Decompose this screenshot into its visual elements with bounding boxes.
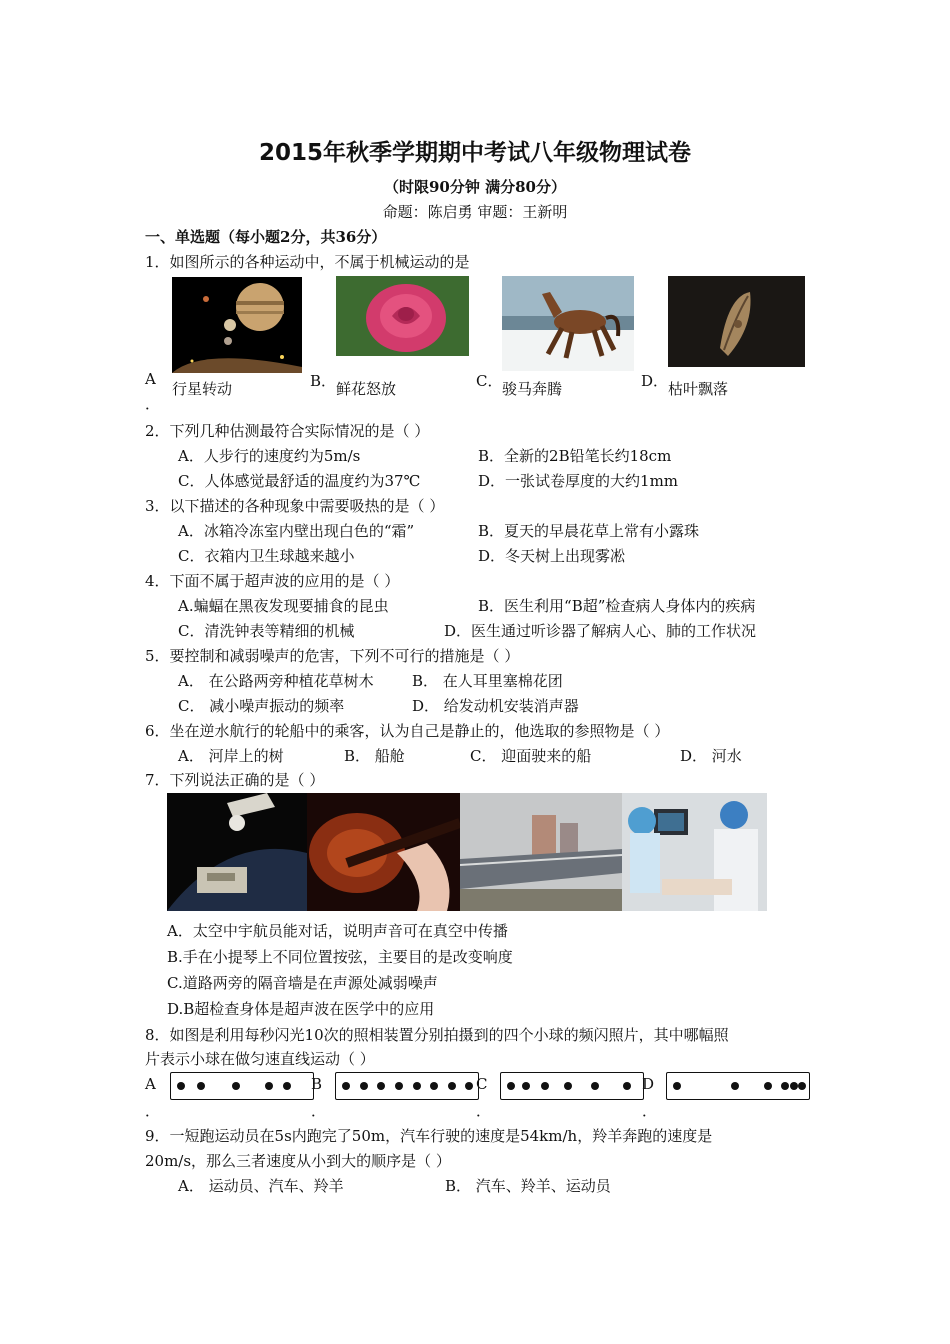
q7-option-d: D.B超检查身体是超声波在医学中的应用 <box>167 1000 435 1018</box>
section-heading: 一、单选题（每小题2分，共36分） <box>145 228 387 246</box>
q8-ball-dot <box>342 1082 350 1090</box>
q8-ball-dot <box>430 1082 438 1090</box>
q1-option-d-caption: 枯叶飘落 <box>668 380 729 398</box>
q8-film-d <box>666 1072 810 1100</box>
q4-stem: 4．下面不属于超声波的应用的是（ ） <box>145 572 400 590</box>
q8-ball-dot <box>465 1082 473 1090</box>
q8-ball-dot <box>522 1082 530 1090</box>
q2-option-c: C．人体感觉最舒适的温度约为37℃ <box>178 472 421 490</box>
q5-option-a: A． 在公路两旁种植花草树木 <box>178 672 374 690</box>
q9-option-b: B． 汽车、羚羊、运动员 <box>445 1177 611 1195</box>
q1-option-a-caption: 行星转动 <box>172 380 233 398</box>
q6-stem: 6．坐在逆水航行的轮船中的乘客，认为自己是静止的，他选取的参照物是（ ） <box>145 722 670 740</box>
q8-film-a <box>170 1072 314 1100</box>
q1-option-c-letter: C． <box>476 372 503 390</box>
q1-option-a-dot: ． <box>145 395 161 413</box>
q8-ball-dot <box>395 1082 403 1090</box>
q8-ball-dot <box>197 1082 205 1090</box>
q8-ball-dot <box>623 1082 631 1090</box>
leaf-photo <box>668 276 805 367</box>
exam-time-limit: （时限90分钟 满分80分） <box>384 178 566 196</box>
q8-film-b-letter: B <box>311 1075 323 1093</box>
q8-ball-dot <box>265 1082 273 1090</box>
q8-film-b <box>335 1072 479 1100</box>
q7-option-c: C.道路两旁的隔音墙是在声源处减弱噪声 <box>167 974 438 992</box>
q8-stem-line1: 8．如图是利用每秒闪光10次的照相装置分别拍摄到的四个小球的频闪照片，其中哪幅照 <box>145 1026 729 1044</box>
exam-authors: 命题：陈启勇 审题：王新明 <box>382 203 568 221</box>
q8-ball-dot <box>591 1082 599 1090</box>
q6-option-b: B． 船舱 <box>344 747 405 765</box>
q3-option-c: C．衣箱内卫生球越来越小 <box>178 547 355 565</box>
q8-ball-dot <box>448 1082 456 1090</box>
q1-option-c-caption: 骏马奔腾 <box>502 380 563 398</box>
q6-option-c: C． 迎面驶来的船 <box>470 747 592 765</box>
q5-option-b: B． 在人耳里塞棉花团 <box>412 672 563 690</box>
q7-option-a: A．太空中宇航员能对话，说明声音可在真空中传播 <box>167 922 508 940</box>
q8-film-c <box>500 1072 644 1100</box>
q9-stem-line1: 9．一短跑运动员在5s内跑完了50m，汽车行驶的速度是54km/h，羚羊奔跑的速度是 <box>145 1127 713 1145</box>
q3-option-a: A．冰箱冷冻室内壁出现白色的“霜” <box>178 522 415 540</box>
ultrasound-photo <box>622 793 767 911</box>
q5-option-c: C． 减小噪声振动的频率 <box>178 697 345 715</box>
q4-option-b: B．医生利用“B超”检查病人身体内的疾病 <box>478 597 756 615</box>
q3-option-d: D．冬天树上出现雾凇 <box>478 547 626 565</box>
q4-option-c: C．清洗钟表等精细的机械 <box>178 622 355 640</box>
q8-ball-dot <box>673 1082 681 1090</box>
q1-option-a-letter: A <box>145 370 156 388</box>
q4-option-d: D．医生通过听诊器了解病人心、肺的工作状况 <box>444 622 757 640</box>
q8-ball-dot <box>781 1082 789 1090</box>
q8-ball-dot <box>177 1082 185 1090</box>
q8-ball-dot <box>360 1082 368 1090</box>
q8-film-c-dot: ． <box>476 1102 492 1120</box>
q8-ball-dot <box>413 1082 421 1090</box>
q8-ball-dot <box>564 1082 572 1090</box>
q8-ball-dot <box>764 1082 772 1090</box>
q2-option-a: A．人步行的速度约为5m/s <box>178 447 361 465</box>
exam-title: 2015年秋季学期期中考试八年级物理试卷 <box>258 140 691 166</box>
planets-photo <box>172 277 302 373</box>
q8-stem-line2: 片表示小球在做匀速直线运动（ ） <box>145 1050 375 1068</box>
q1-stem: 1．如图所示的各种运动中，不属于机械运动的是 <box>145 253 470 271</box>
q8-ball-dot <box>283 1082 291 1090</box>
q8-film-a-dot: ． <box>145 1102 161 1120</box>
q2-option-b: B．全新的2B铅笔长约18cm <box>478 447 672 465</box>
astronaut-photo <box>167 793 307 911</box>
q8-ball-dot <box>790 1082 798 1090</box>
q8-film-d-dot: ． <box>642 1102 658 1120</box>
q9-stem-line2: 20m/s，那么三者速度从小到大的顺序是（ ） <box>145 1152 451 1170</box>
q6-option-a: A． 河岸上的树 <box>178 747 284 765</box>
q8-ball-dot <box>232 1082 240 1090</box>
q8-ball-dot <box>377 1082 385 1090</box>
q7-stem: 7．下列说法正确的是（ ） <box>145 771 325 789</box>
q8-ball-dot <box>507 1082 515 1090</box>
q7-option-b: B.手在小提琴上不同位置按弦，主要目的是改变响度 <box>167 948 513 966</box>
q8-film-b-dot: ． <box>311 1102 327 1120</box>
q8-ball-dot <box>541 1082 549 1090</box>
q2-option-d: D．一张试卷厚度的大约1mm <box>478 472 679 490</box>
q8-ball-dot <box>798 1082 806 1090</box>
sound-barrier-photo <box>460 793 622 911</box>
q5-option-d: D． 给发动机安装消声器 <box>412 697 579 715</box>
q2-stem: 2．下列几种估测最符合实际情况的是（ ） <box>145 422 430 440</box>
horse-photo <box>502 276 634 371</box>
q3-option-b: B．夏天的早晨花草上常有小露珠 <box>478 522 700 540</box>
q8-film-d-letter: D <box>642 1075 655 1093</box>
q5-stem: 5．要控制和减弱噪声的危害，下列不可行的措施是（ ） <box>145 647 520 665</box>
q6-option-d: D． 河水 <box>680 747 742 765</box>
q8-ball-dot <box>731 1082 739 1090</box>
q1-option-b-letter: B． <box>310 372 337 390</box>
q9-option-a: A． 运动员、汽车、羚羊 <box>178 1177 344 1195</box>
violin-photo <box>307 793 460 911</box>
q4-option-a: A.蝙蝠在黑夜发现要捕食的昆虫 <box>178 597 389 615</box>
q8-film-a-letter: A <box>145 1075 156 1093</box>
q1-option-b-caption: 鲜花怒放 <box>336 380 397 398</box>
rose-photo <box>336 276 469 356</box>
q3-stem: 3．以下描述的各种现象中需要吸热的是（ ） <box>145 497 445 515</box>
q1-option-d-letter: D． <box>641 372 669 390</box>
q8-film-c-letter: C <box>476 1075 488 1093</box>
